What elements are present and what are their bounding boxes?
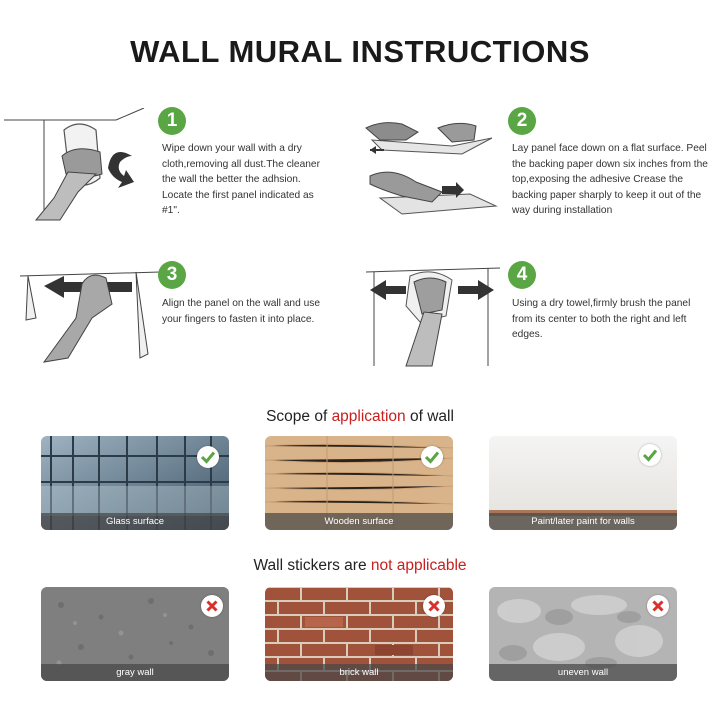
scope-heading — [0, 408, 720, 426]
cross-icon — [423, 595, 445, 617]
step-4-text: Using a dry towel,firmly brush the panel from its center to both the right and left edges. — [512, 298, 691, 340]
check-icon — [421, 446, 443, 468]
tile-brick-wall — [265, 587, 453, 681]
step-1-text: Wipe down your wall with a dry cloth,removing all dust.The cleaner the wall the better the adhsion. Locate the first panel indicated as #1". — [162, 143, 320, 216]
scope-heading-pre: Scope of — [266, 408, 332, 425]
not-applicable-heading — [0, 557, 720, 575]
cross-icon — [647, 595, 669, 617]
tile-caption: brick wall — [265, 664, 453, 681]
step-1-illustration — [4, 108, 156, 228]
step-4-badge: 4 — [508, 261, 536, 289]
scope-heading-highlight: application — [331, 408, 406, 425]
tile-caption: uneven wall — [489, 664, 677, 681]
not-applicable-heading-highlight: not applicable — [370, 557, 467, 574]
tile-caption: gray wall — [41, 664, 229, 681]
step-2-badge: 2 — [508, 107, 536, 135]
tile-caption: Paint/later paint for walls — [489, 513, 677, 530]
tile-painted-wall — [489, 436, 677, 530]
step-1-badge: 1 — [158, 107, 186, 135]
step-2-text: Lay panel face down on a flat surface. Peel the backing paper down six inches from the top,exposing the adhesive Crease the backing paper sharply to keep it out of the way during installation — [512, 143, 708, 216]
not-applicable-heading-pre: Wall stickers are — [253, 557, 371, 574]
check-icon — [197, 446, 219, 468]
step-3-illustration — [20, 262, 160, 372]
step-4-illustration — [366, 262, 500, 372]
tile-glass-surface — [41, 436, 229, 530]
scope-heading-post: of wall — [405, 408, 454, 425]
cross-icon — [201, 595, 223, 617]
tile-gray-wall — [41, 587, 229, 681]
tile-wooden-surface — [265, 436, 453, 530]
step-3-badge: 3 — [158, 261, 186, 289]
tile-caption: Wooden surface — [265, 513, 453, 530]
page-title: WALL MURAL INSTRUCTIONS — [130, 34, 590, 69]
tile-caption: Glass surface — [41, 513, 229, 530]
step-3-text: Align the panel on the wall and use your fingers to fasten it into place. — [162, 298, 321, 325]
step-2-illustration — [362, 110, 502, 220]
tile-uneven-wall — [489, 587, 677, 681]
check-icon — [639, 444, 661, 466]
